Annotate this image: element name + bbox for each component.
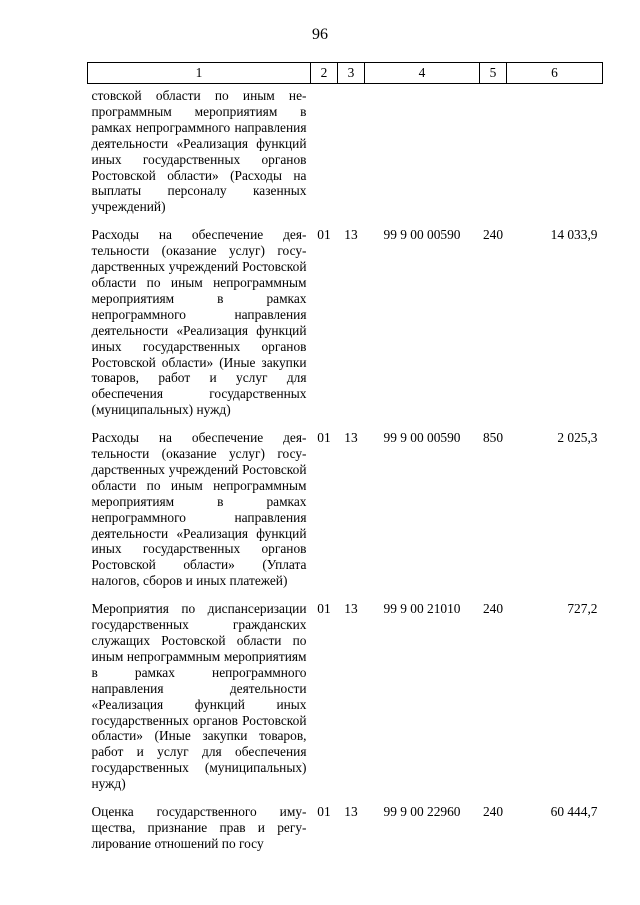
row-target-code: 99 9 00 00590 [383, 430, 461, 446]
row-section-code: 13 [344, 227, 358, 243]
row-amount [507, 84, 603, 228]
row-description: Оценка государственного имущества, признание прав и регулирование отношений по госу [91, 804, 307, 851]
table-row [88, 84, 603, 228]
row-expense-type: 240 [482, 601, 504, 617]
row-expense-type: 240 [482, 227, 504, 243]
row-ministry-code: 01 [317, 227, 331, 243]
header-col-1: 1 [88, 63, 311, 84]
row-ministry-code: 01 [317, 430, 331, 446]
row-amount: 2 025,3 [557, 430, 598, 446]
row-target-code: 99 9 00 00590 [383, 227, 461, 243]
row-section-code: 13 [344, 430, 358, 446]
table-row [88, 804, 603, 864]
row-amount: 60 444,7 [550, 804, 598, 820]
header-col-5: 5 [480, 63, 507, 84]
row-section-code: 13 [344, 601, 358, 617]
row-target-code: 99 9 00 21010 [383, 601, 461, 617]
row-description: стовской области по иным непрограммным мероприятиям в рамках непрограммного направления деятельности «Реализация функций иных государственных органов Ростовской области» (Расходы на выплаты персоналу казенных учреждений) [91, 88, 307, 215]
row-expense-type: 850 [482, 430, 504, 446]
row-section-code: 13 [344, 804, 358, 820]
table-header-row [88, 63, 603, 84]
row-ministry-code: 01 [317, 804, 331, 820]
row-description: Расходы на обеспечение деятельности (оказание услуг) государственных учреждений Ростовской области по иным непрограммным мероприятиям в рамках непрограммного направления деятельности «Реализация функций иных государственных органов Ростовской области» (Иные закупки товаров, работ и услуг для обеспечения государственных (муниципальных) нужд) [91, 227, 307, 418]
table-row [88, 601, 603, 804]
table-row [88, 227, 603, 430]
row-amount: 727,2 [567, 601, 598, 617]
row-expense-type: 240 [482, 804, 504, 820]
header-col-6: 6 [507, 63, 603, 84]
header-col-3: 3 [338, 63, 365, 84]
row-ministry-code: 01 [317, 601, 331, 617]
row-target-code [365, 84, 480, 228]
row-ministry-code [311, 84, 338, 228]
table-row [88, 430, 603, 601]
budget-table [87, 62, 603, 864]
row-section-code [338, 84, 365, 228]
row-amount: 14 033,9 [550, 227, 598, 243]
row-description: Расходы на обеспечение деятельности (оказание услуг) государственных учреждений Ростовской области по иным непрограммным мероприятиям в рамках непрограммного направления деятельности «Реализация функций иных государственных органов Ростовской области» (Уплата налогов, сборов и иных платежей) [91, 430, 307, 589]
header-col-4: 4 [365, 63, 480, 84]
row-target-code: 99 9 00 22960 [383, 804, 461, 820]
page-number: 96 [312, 26, 328, 43]
row-expense-type [480, 84, 507, 228]
row-description: Мероприятия по диспансеризации государственных гражданских служащих Ростовской области по иным непрограммным мероприятиям в рамках непрограммного направления деятельности «Реализация функций иных государственных органов Ростовской области» (Иные закупки товаров, работ и услуг для обеспечения государственных (муниципальных) нужд) [91, 601, 307, 792]
header-col-2: 2 [311, 63, 338, 84]
